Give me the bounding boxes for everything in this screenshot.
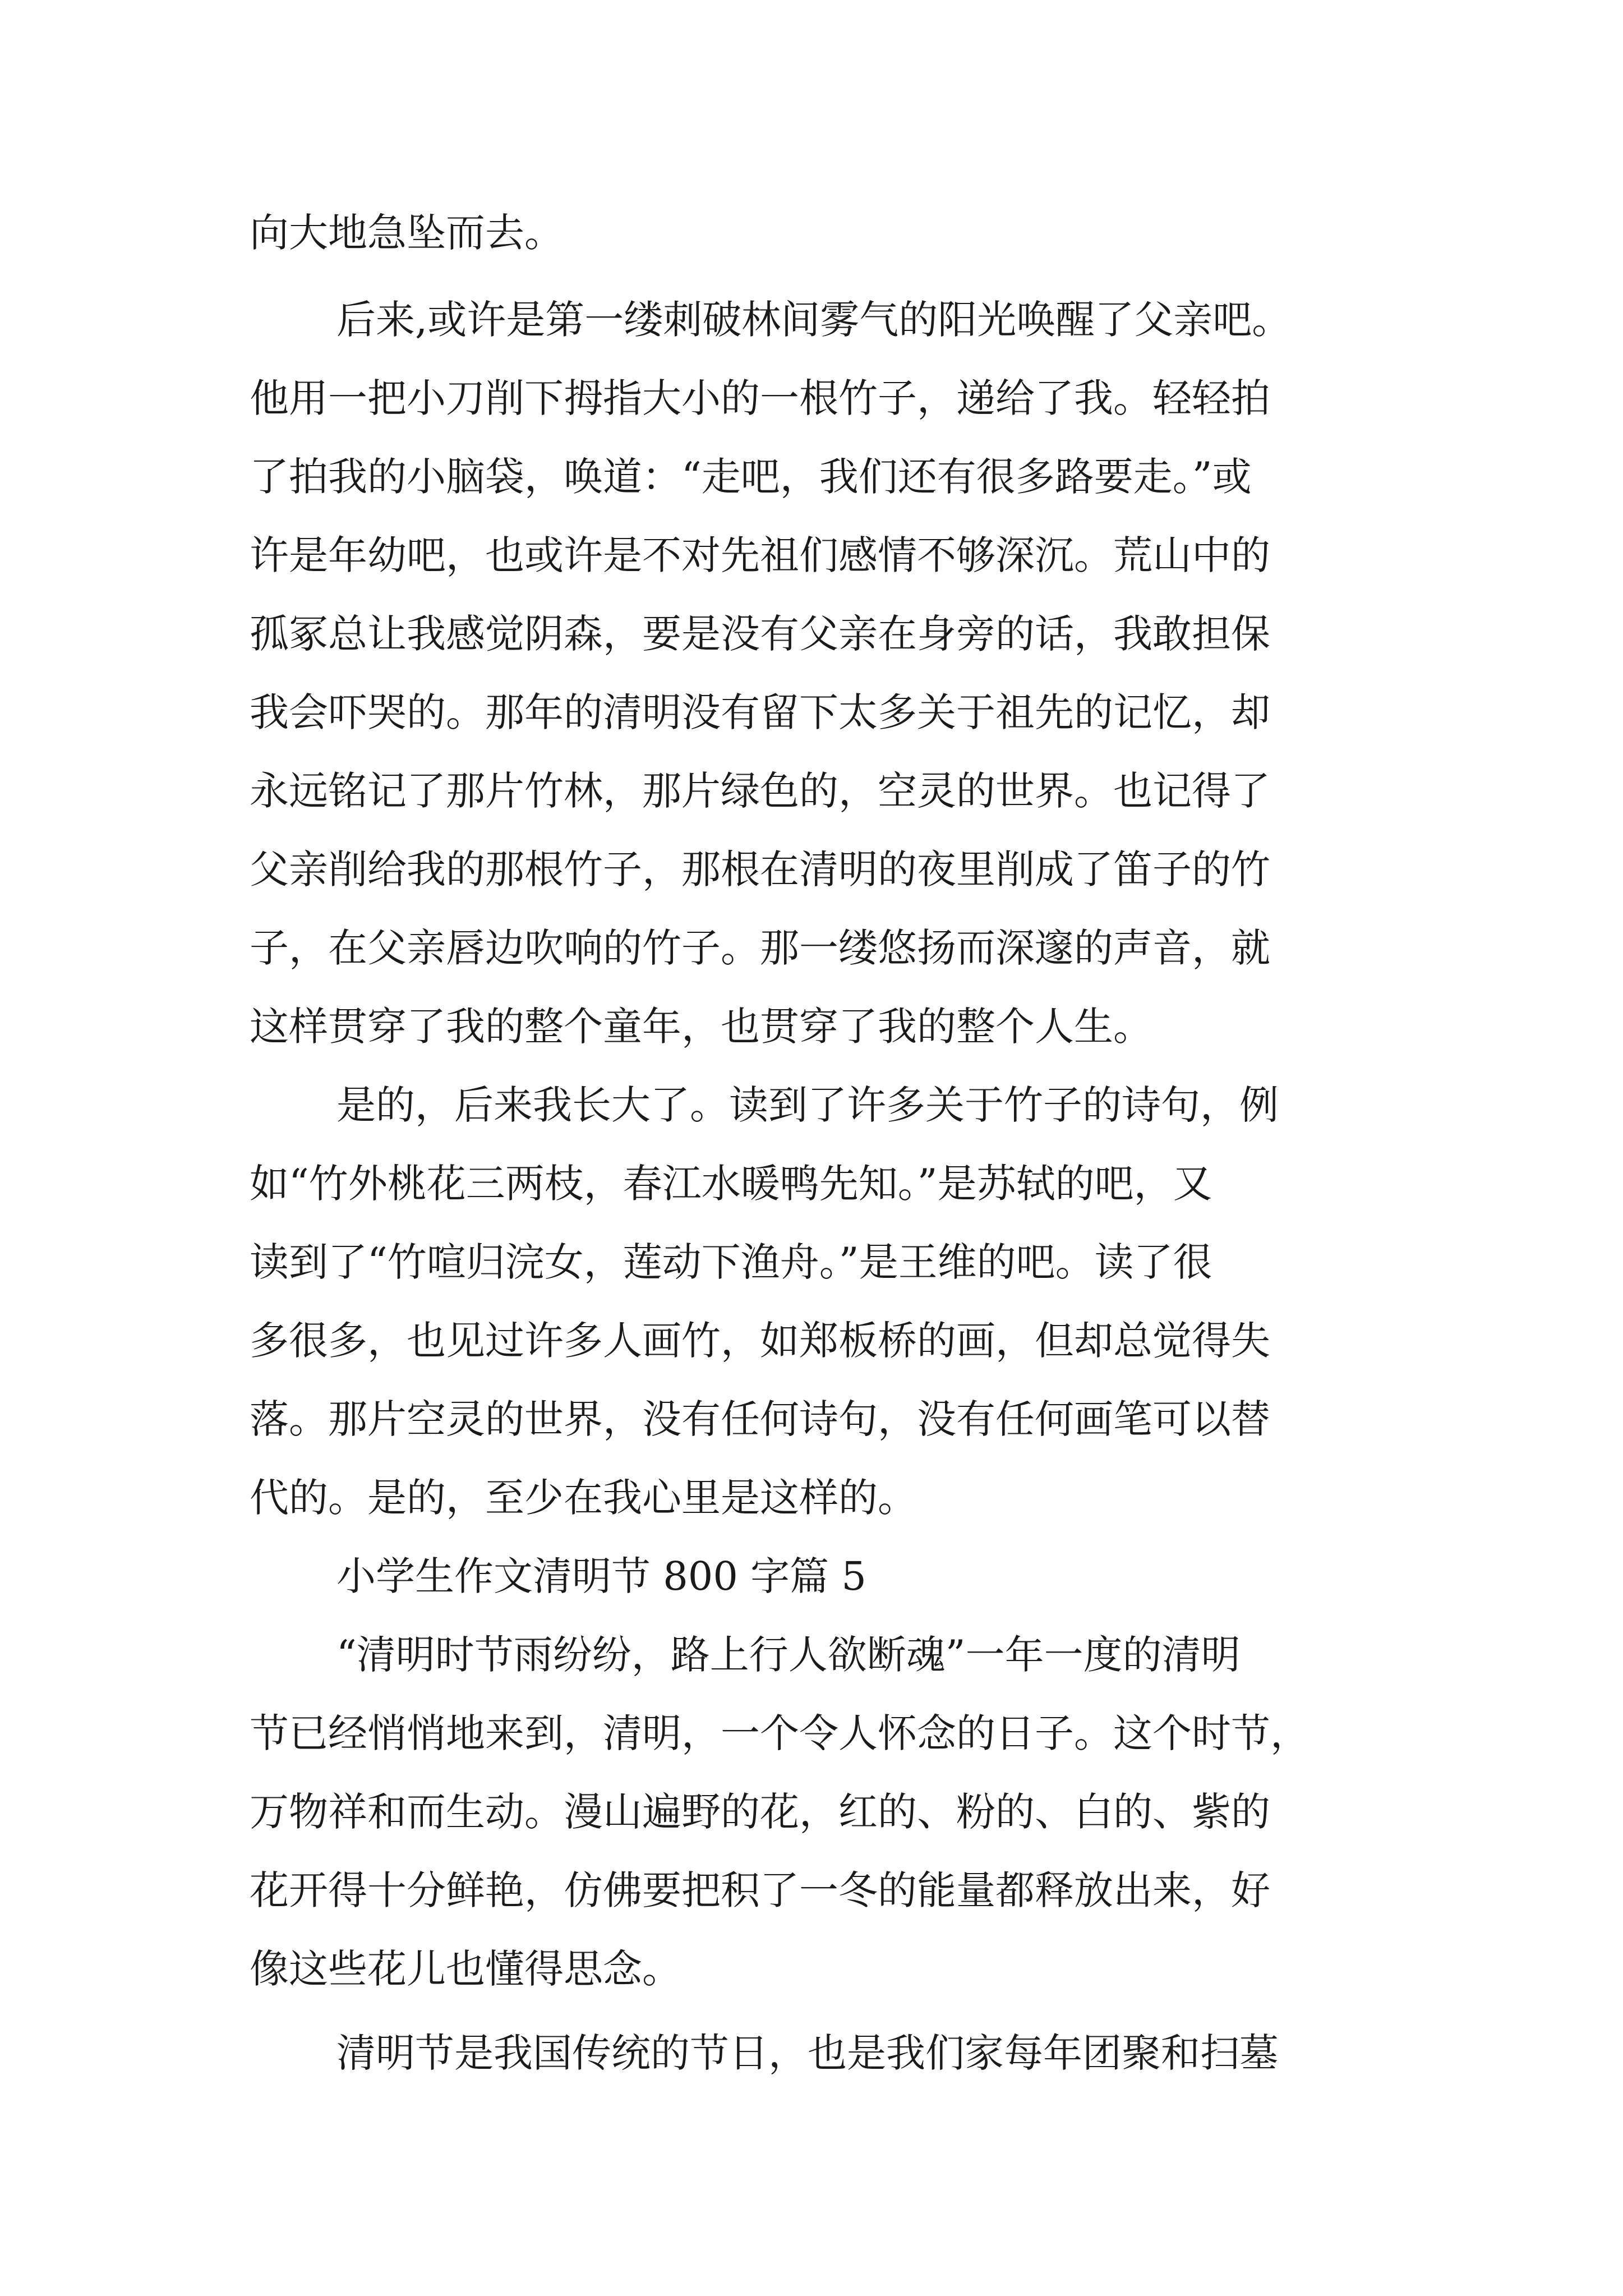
text-line: 如“竹外桃花三两枝，春江水暖鸭先知。”是苏轼的吧，又 <box>250 1161 1212 1207</box>
text-line: 万物祥和而生动。漫山遍野的花，红的、粉的、白的、紫的 <box>250 1789 1270 1835</box>
text-line: 孤冢总让我感觉阴森，要是没有父亲在身旁的话，我敢担保 <box>250 611 1270 657</box>
text-line: 永远铭记了那片竹林，那片绿色的，空灵的世界。也记得了 <box>250 768 1270 814</box>
text-line: 读到了“竹喧归浣女，莲动下渔舟。”是王维的吧。读了很 <box>250 1239 1212 1285</box>
text-line: 这样贯穿了我的整个童年，也贯穿了我的整个人生。 <box>250 1004 1152 1050</box>
text-line: 我会吓哭的。那年的清明没有留下太多关于祖先的记忆，却 <box>250 689 1270 735</box>
text-line: 像这些花儿也懂得思念。 <box>250 1946 681 1992</box>
text-line: 父亲削给我的那根竹子，那根在清明的夜里削成了笛子的竹 <box>250 846 1270 892</box>
text-line: 子，在父亲唇边吹响的竹子。那一缕悠扬而深邃的声音，就 <box>250 925 1270 971</box>
text-line: 清明节是我国传统的节日，也是我们家每年团聚和扫墓 <box>336 2030 1279 2076</box>
text-line: 代的。是的，至少在我心里是这样的。 <box>250 1475 917 1521</box>
text-line: 他用一把小刀削下拇指大小的一根竹子，递给了我。轻轻拍 <box>250 375 1270 421</box>
text-line: 是的，后来我长大了。读到了许多关于竹子的诗句，例 <box>336 1082 1279 1128</box>
text-line: 节已经悄悄地来到，清明，一个令人怀念的日子。这个时节， <box>250 1710 1310 1756</box>
text-line: 许是年幼吧，也或许是不对先祖们感情不够深沉。荒山中的 <box>250 532 1270 578</box>
text-line: “清明时节雨纷纷，路上行人欲断魂”一年一度的清明 <box>336 1632 1241 1678</box>
text-line: 向大地急坠而去。 <box>250 210 564 256</box>
text-line: 多很多，也见过许多人画竹，如郑板桥的画，但却总觉得失 <box>250 1318 1270 1364</box>
text-line: 花开得十分鲜艳，仿佛要把积了一冬的能量都释放出来，好 <box>250 1867 1270 1913</box>
text-line: 落。那片空灵的世界，没有任何诗句，没有任何画笔可以替 <box>250 1396 1270 1442</box>
section-heading: 小学生作文清明节 800 字篇 5 <box>336 1553 866 1599</box>
text-line: 了拍我的小脑袋，唤道：“走吧，我们还有很多路要走。”或 <box>250 454 1252 500</box>
text-line: 后来,或许是第一缕刺破林间雾气的阳光唤醒了父亲吧。 <box>336 297 1292 343</box>
